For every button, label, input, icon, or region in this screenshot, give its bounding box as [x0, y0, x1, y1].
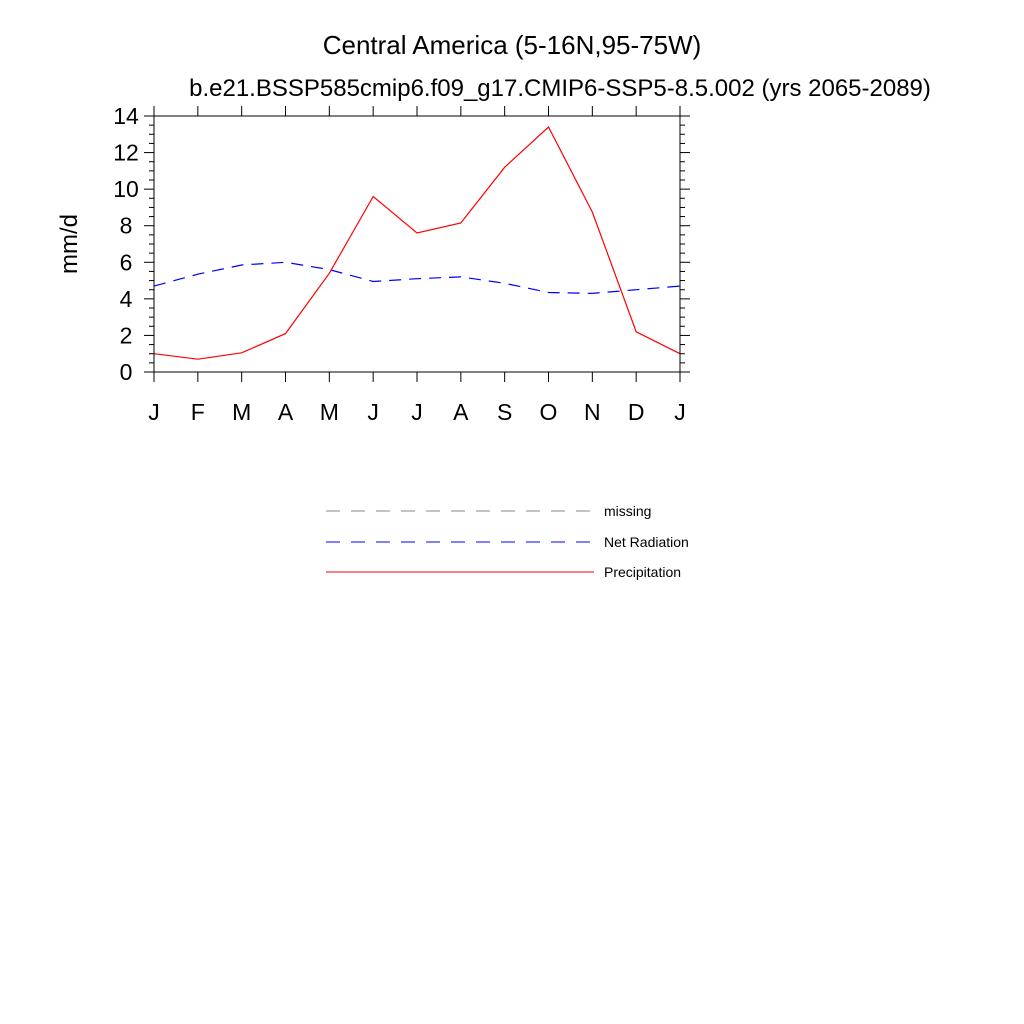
series-layer [154, 127, 680, 359]
x-tick-label: M [232, 399, 252, 425]
y-tick-label: 2 [119, 322, 133, 349]
x-tick-label: J [411, 399, 423, 425]
x-tick-label: J [367, 399, 379, 425]
series-line-net-radiation [154, 262, 680, 293]
x-tick-label: O [539, 399, 558, 425]
legend-label: Net Radiation [604, 534, 689, 550]
x-tick-label: A [453, 399, 469, 425]
chart-subtitle: b.e21.BSSP585cmip6.f09_g17.CMIP6-SSP5-8.5.002 (yrs 2065-2089) [189, 75, 931, 102]
x-tick-label: N [584, 399, 601, 425]
x-tick-label: M [319, 399, 339, 425]
y-tick-label: 14 [113, 103, 139, 129]
y-tick-label: 6 [119, 249, 133, 276]
legend-label: Precipitation [604, 564, 682, 580]
x-tick-label: J [148, 399, 160, 425]
y-tick-label: 10 [113, 176, 139, 203]
x-tick-label: F [190, 399, 205, 425]
y-tick-label: 0 [119, 359, 133, 385]
legend-label: missing [604, 503, 652, 519]
y-axis-label: mm/d [56, 214, 83, 274]
series-line-precipitation [154, 127, 680, 359]
y-tick-label: 4 [119, 285, 133, 312]
legend [326, 503, 689, 580]
x-tick-label: S [496, 399, 513, 425]
x-tick-label: A [277, 399, 294, 425]
tick-layer [113, 103, 690, 425]
plot-frame [154, 116, 680, 372]
chart-title: Central America (5-16N,95-75W) [322, 30, 702, 60]
x-tick-label: J [674, 399, 686, 425]
x-tick-label: D [627, 399, 645, 425]
y-tick-label: 12 [113, 139, 139, 166]
y-tick-label: 8 [119, 212, 133, 239]
